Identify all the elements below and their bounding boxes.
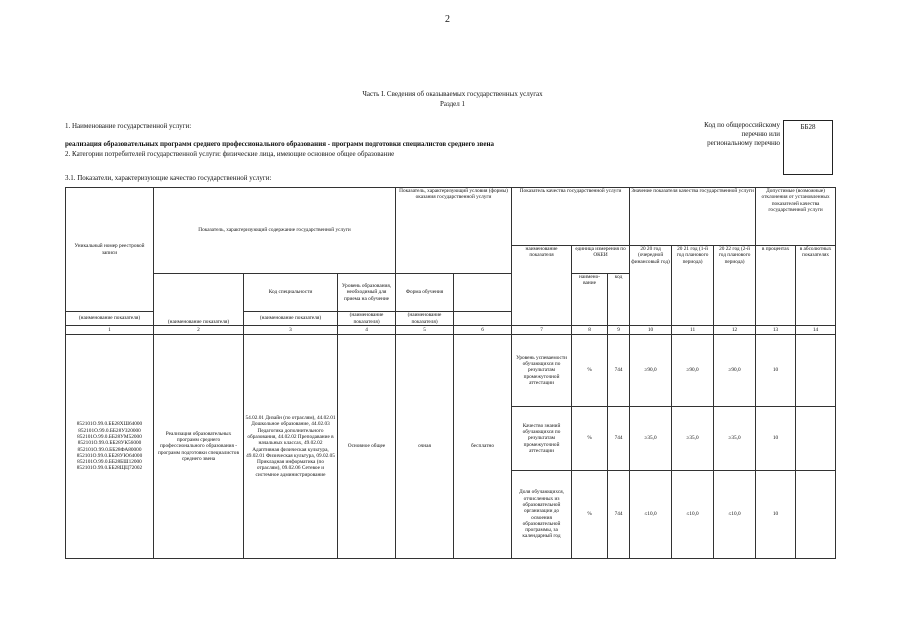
study-form: очная [396,335,454,559]
col-num: 6 [454,326,512,335]
indicator-absolute [796,471,836,559]
col-num: 7 [512,326,572,335]
indicator-name: Доля обучающихся, отчисленных из образовательной организации до освоения образовательной программы, за календарный год [512,471,572,559]
indicator-code: 744 [608,407,630,471]
registry-numbers: 852101О.99.0.ББ28ХШ64000 852101О.99.0.ББ28УЗ20000 852101О.99.0.ББ28УМ52000 852101О.99.0.ББ28УК56000 852101О.99.0.ББ28ФА80000 852101О.99.0.ББ28УЮ64000 852101О.99.0.ББ28БШ12000 852101О.99.0.ББ28ЩЦ72002 [66,335,154,559]
code-label-1: Код по общероссийскому [704,121,780,129]
header-form: Форма обучения [396,274,454,312]
indicator-percent: 10 [756,471,796,559]
col-num: 9 [608,326,630,335]
program-name: Реализация образовательных программ среднего профессионального образования - программ подготовки специалистов среднего звена [154,335,244,559]
col-num: 4 [338,326,396,335]
header-unit-code: код [608,274,630,326]
indicator-percent: 10 [756,407,796,471]
col-num: 2 [154,326,244,335]
item1-label: 1. Наименование государственной услуги: [65,122,192,130]
quality-indicators-heading: 3.1. Показатели, характеризующие качество государственной услуги: [65,174,272,182]
header-year2: 20 21 год (1-й год планового периода) [672,246,714,326]
indicator-unit: % [572,471,608,559]
col-num: 3 [244,326,338,335]
indicator-year1: ≥90,0 [630,335,672,407]
specialties: 54.02.01 Дизайн (по отраслям), 44.02.01 Дошкольное образование, 44.02.03 Педагогика дополнительного образования, 44.02.02 Преподавание в начальных классах, 49.02.02 Адаптивная физическая культура, 49.02.01 Физическая культура, 09.02.05 Прикладная информатика (по отраслям), 09.02.06 Сетевое и системное администрирование [244,335,338,559]
col-num: 14 [796,326,836,335]
header-indname-1: (наименование показателя) [154,274,244,326]
header-unit-name: наимено-вание [572,274,608,326]
header-conditions: Показатель, характеризующий условия (формы) оказания государственной услуги [396,188,512,274]
header-blank [454,274,512,312]
indicator-year2: ≥35,0 [672,407,714,471]
header-specialty: Код специальности [244,274,338,312]
header-year1: 20 20 год (очередной финансовый год) [630,246,672,326]
col-num: 13 [756,326,796,335]
col-num: 10 [630,326,672,335]
header-quality: Показатель качества государственной услуги [512,188,630,246]
indicator-year3: ≥35,0 [714,407,756,471]
indicator-year2: ≤10,0 [672,471,714,559]
indicator-code: 744 [608,335,630,407]
indicator-year1: ≥35,0 [630,407,672,471]
header-indname-4: (наименование показателя) [338,312,396,326]
col-num: 8 [572,326,608,335]
header-indname-3: (наименование показателя) [244,312,338,326]
section-title: Раздел 1 [439,100,466,108]
header-absolute: в абсолютных показателях [796,246,836,326]
service-name: реализация образовательных программ среднего профессионального образования - программ подготовки специалистов среднего звена [65,140,495,148]
col-num: 1 [66,326,154,335]
header-unit: единица измерения по ОКЕИ [572,246,630,274]
indicator-absolute [796,335,836,407]
header-percent: в процентах [756,246,796,326]
header-content: Показатель, характеризующий содержание государственной услуги [154,188,396,274]
col-num: 12 [714,326,756,335]
header-indname-5: (наименование показателя) [396,312,454,326]
code-label-2: перечню или [741,130,780,138]
indicator-code: 744 [608,471,630,559]
indicator-percent: 10 [756,335,796,407]
code-label-3: региональному перечню [707,139,780,147]
indicator-unit: % [572,407,608,471]
indicator-absolute [796,407,836,471]
header-indicator-name: наименование показателя [512,246,572,326]
education-level: Основное общее [338,335,396,559]
consumer-category: 2. Категории потребителей государственной услуги: физические лица, имеющие основное общее образование [65,150,395,158]
cost: бесплатно [454,335,512,559]
part-title: Часть I. Сведения об оказываемых государственных услугах [362,90,543,98]
header-value: Значение показателя качества государственной услуги [630,188,756,246]
code-box: ББ28 [783,120,833,175]
indicator-name: Уровень успеваемости обучающихся по результатам промежуточной аттестации [512,335,572,407]
indicator-year3: ≥90,0 [714,335,756,407]
indicator-year2: ≥90,0 [672,335,714,407]
header-indname-2: (наименование показателя) [66,312,154,326]
indicator-year1: ≤10,0 [630,471,672,559]
quality-table [65,187,836,559]
indicator-unit: % [572,335,608,407]
indicator-year3: ≤10,0 [714,471,756,559]
header-level: Уровень образования, необходимый для приема на обучение [338,274,396,312]
col-num: 5 [396,326,454,335]
header-registry: Уникальный номер реестровой записи [66,188,154,312]
col-num: 11 [672,326,714,335]
indicator-name: Качество знаний обучающихся по результатам промежуточной аттестации [512,407,572,471]
header-year3: 20 22 год (2-й год планового периода) [714,246,756,326]
header-deviation: Допустимые (возможные) отклонения от установленных показателей качества государственной услуги [756,188,836,246]
page-number: 2 [445,14,450,25]
